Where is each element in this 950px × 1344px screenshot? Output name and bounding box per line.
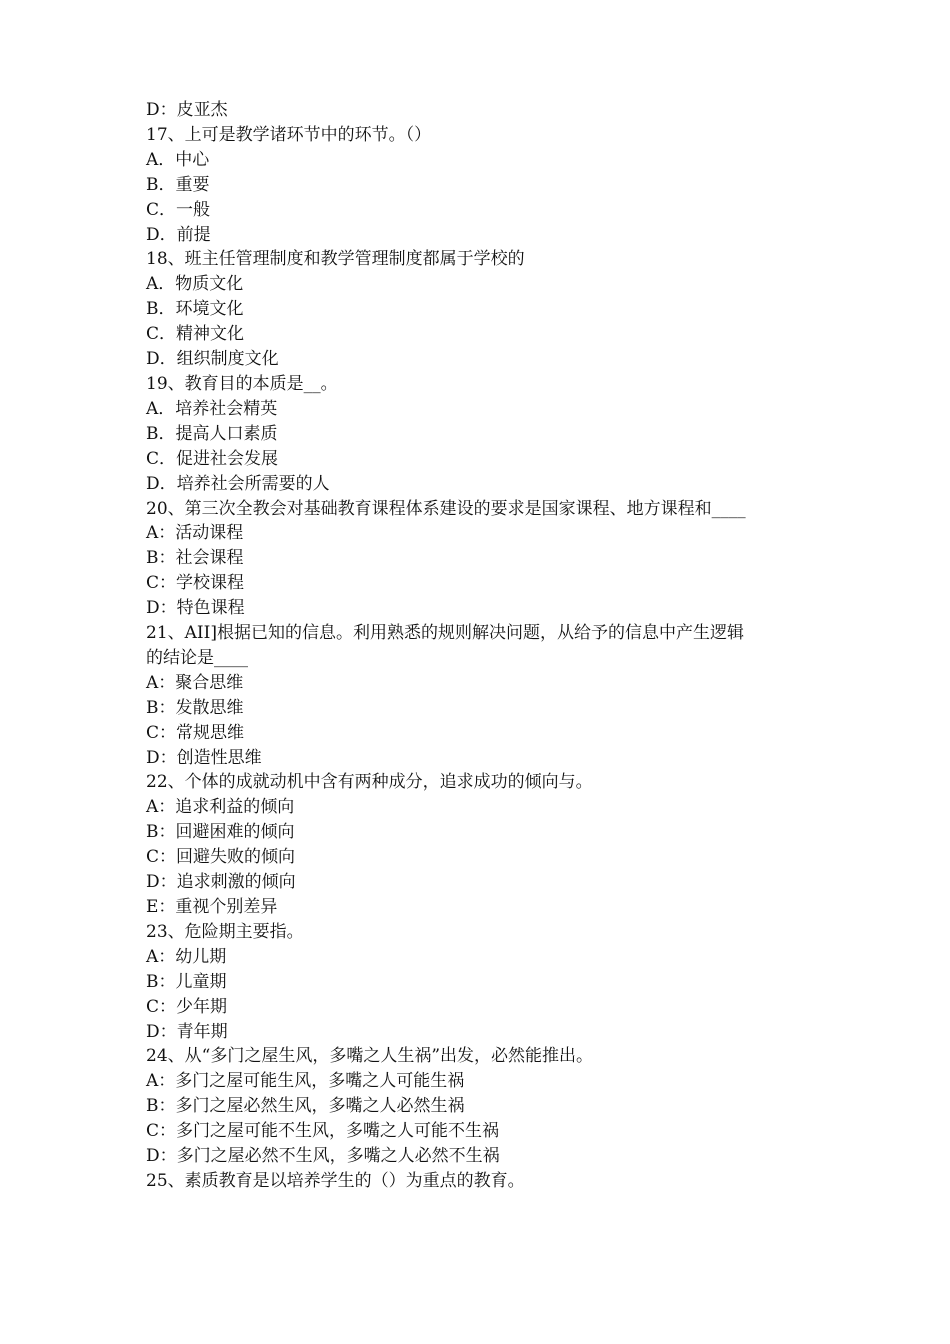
option-line: D：特色课程 xyxy=(146,598,245,619)
question-24: 24、从“多门之屋生风，多嘴之人生祸”出发，必然能推出。 xyxy=(146,1046,594,1067)
option-line: A．物质文化 xyxy=(146,274,244,295)
question-22: 22、个体的成就动机中含有两种成分，追求成功的倾向与。 xyxy=(146,772,593,793)
option-line: A：幼儿期 xyxy=(146,946,227,967)
option-line: C：常规思维 xyxy=(146,722,245,743)
text-line: D：皮亚杰 xyxy=(146,100,228,120)
option-line: D．前提 xyxy=(146,224,211,245)
option-line: A：活动课程 xyxy=(146,523,244,544)
option-line: A．中心 xyxy=(146,149,210,170)
option-line: D：创造性思维 xyxy=(146,747,262,768)
option-line: A．培养社会精英 xyxy=(146,398,278,419)
option-line: D：青年期 xyxy=(146,1021,228,1042)
option-line: C：少年期 xyxy=(146,996,228,1017)
option-line: B：社会课程 xyxy=(146,548,244,569)
option-line: B：多门之屋必然生风，多嘴之人必然生祸 xyxy=(146,1096,465,1117)
question-23: 23、危险期主要指。 xyxy=(146,921,304,942)
question-17: 17、上可是教学诸环节中的环节。（） xyxy=(146,124,432,145)
question-21: 21、AII]根据已知的信息。利用熟悉的规则解决问题，从给予的信息中产生逻辑 xyxy=(146,623,744,644)
option-line: B．环境文化 xyxy=(146,299,244,320)
option-line: A：多门之屋可能生风，多嘴之人可能生祸 xyxy=(146,1071,465,1092)
document-page xyxy=(146,98,816,1194)
question-18: 18、班主任管理制度和教学管理制度都属于学校的 xyxy=(146,249,525,270)
option-line: C．一般 xyxy=(146,199,211,220)
question-19: 19、教育目的本质是__。 xyxy=(146,373,338,394)
question-21-continued: 的结论是____ xyxy=(146,647,248,668)
option-line: B：回避困难的倾向 xyxy=(146,822,295,843)
option-line: B．提高人口素质 xyxy=(146,423,278,444)
option-line: C．精神文化 xyxy=(146,324,245,345)
option-line: B：发散思维 xyxy=(146,697,244,718)
option-line: D：多门之屋必然不生风，多嘴之人必然不生祸 xyxy=(146,1146,500,1167)
question-25: 25、素质教育是以培养学生的（）为重点的教育。 xyxy=(146,1170,525,1191)
option-line: B．重要 xyxy=(146,174,210,195)
question-20: 20、第三次全教会对基础教育课程体系建设的要求是国家课程、地方课程和____ xyxy=(146,498,746,519)
option-line: A：追求利益的倾向 xyxy=(146,797,295,818)
option-line: B：儿童期 xyxy=(146,971,227,992)
option-line: D．培养社会所需要的人 xyxy=(146,473,330,494)
option-line: C：学校课程 xyxy=(146,573,245,594)
option-line: D．组织制度文化 xyxy=(146,349,279,370)
option-line: E：重视个别差异 xyxy=(146,897,278,917)
option-line: C：多门之屋可能不生风，多嘴之人可能不生祸 xyxy=(146,1121,500,1142)
option-line: C．促进社会发展 xyxy=(146,448,279,469)
option-line: C：回避失败的倾向 xyxy=(146,847,296,868)
option-line: D：追求刺激的倾向 xyxy=(146,872,296,893)
option-line: A：聚合思维 xyxy=(146,672,244,693)
